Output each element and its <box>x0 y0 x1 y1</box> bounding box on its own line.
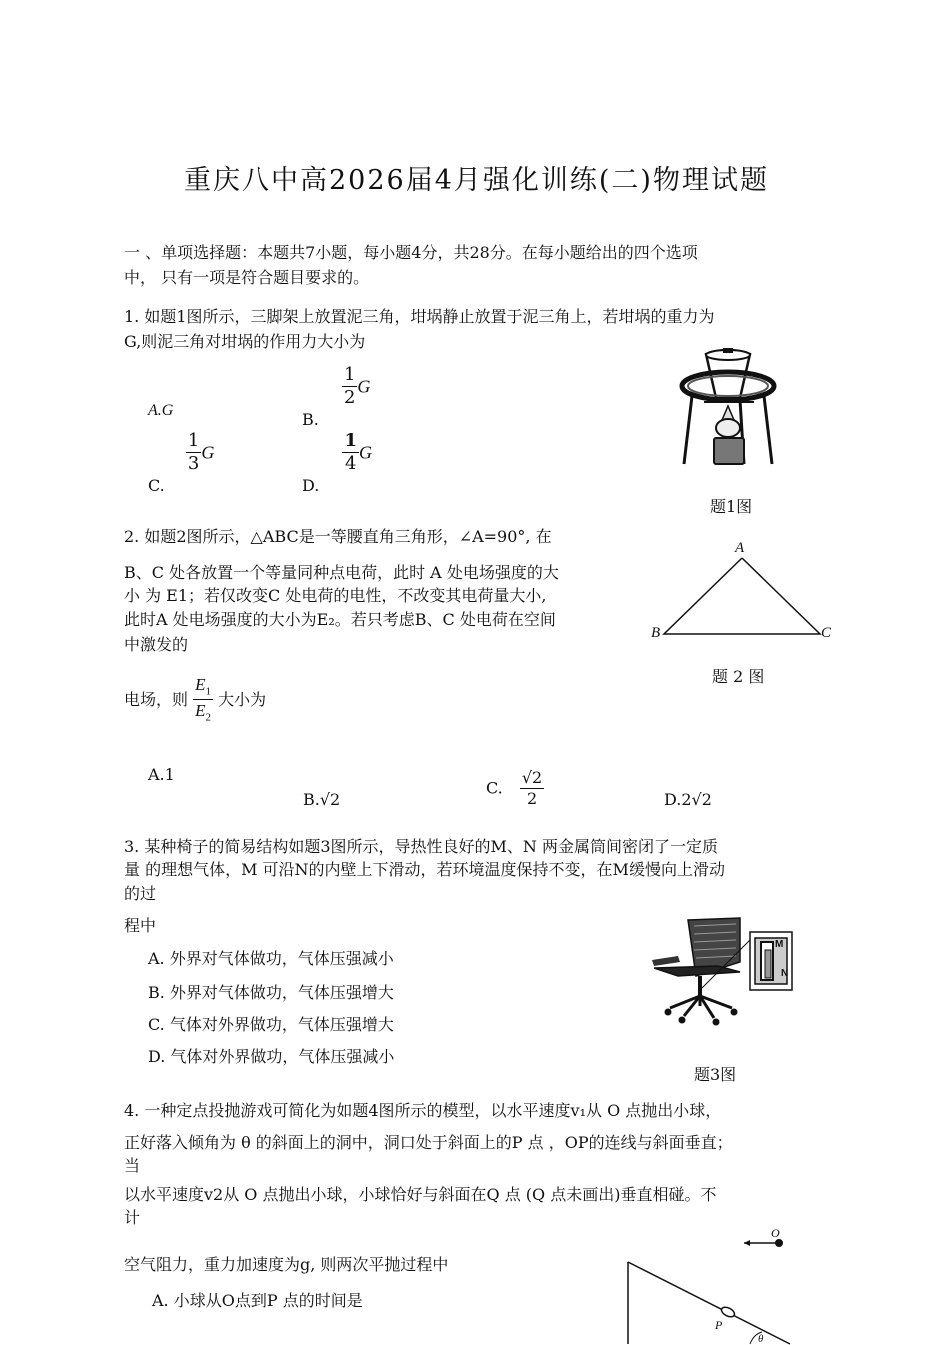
figure-3-chair-illustration <box>648 916 830 1028</box>
q2-stem-line4: 此时A 处电场强度的大小为E₂。若只考虑B、C 处电荷在空间 <box>124 610 556 629</box>
q1-option-d <box>302 430 372 495</box>
q3-stem-line3: 的过 <box>124 884 157 903</box>
q1-option-d-label: D. <box>302 476 320 495</box>
q1-option-c-num: 1 <box>187 430 200 451</box>
q3-option-c: C. 气体对外界做功，气体压强增大 <box>148 1015 394 1034</box>
q4-stem-line2: 正好落入倾角为 θ 的斜面上的洞中，洞口处于斜面上的P 点 ，OP的连线与斜面垂直； <box>124 1133 733 1152</box>
q2-option-c <box>486 770 544 807</box>
q1-option-b-var: G <box>357 376 371 397</box>
q4-stem-line4: 以水平速度v2从 O 点抛出小球，小球恰好与斜面在Q 点 (Q 点未画出)垂直相碰。不 <box>124 1185 717 1204</box>
q2-option-b: B.√2 <box>303 790 341 809</box>
q4-stem-line5: 计 <box>124 1208 141 1227</box>
q2-ratio-den-symbol: E <box>195 701 206 721</box>
q2-option-a: A.1 <box>148 765 175 784</box>
q2-ratio-den <box>195 700 211 723</box>
q2-option-c-fraction <box>520 770 544 807</box>
triangle-outline <box>664 558 820 634</box>
q2-option-c-den: 2 <box>526 789 538 808</box>
q3-stem-line2: 量 的理想气体，M 可沿N的内壁上下滑动，若环境温度保持不变，在M缓慢向上滑动 <box>124 860 725 879</box>
q1-option-d-var: G <box>358 442 372 463</box>
q2-option-c-label: C. <box>486 778 503 798</box>
figure-2-label-b: B <box>651 625 661 641</box>
q2-ratio-den-sub: 2 <box>205 711 211 724</box>
q1-stem-line1: 1. 如题1图所示，三脚架上放置泥三角，坩埚静止放置于泥三角上，若坩埚的重力为 <box>124 307 715 326</box>
q2-stem-line2: B、C 处各放置一个等量同种点电荷，此时 A 处电场强度的大 <box>124 563 559 582</box>
q1-option-c-fraction <box>186 432 201 473</box>
figure-4-label-o: O <box>771 1226 780 1240</box>
q3-option-b: B. 外界对气体做功，气体压强增大 <box>148 983 394 1002</box>
figure-1-caption: 题1图 <box>710 497 753 516</box>
q2-ratio-fraction <box>193 676 213 724</box>
q4-stem-line3: 当 <box>124 1156 141 1175</box>
figure-2-label-c: C <box>821 625 832 641</box>
q2-stem-line6-pre: 电场，则 <box>124 689 189 709</box>
q1-option-c-den: 3 <box>187 453 200 474</box>
q1-option-c-var: G <box>201 442 215 463</box>
figure-3-caption: 题3图 <box>694 1065 737 1084</box>
q1-option-c-label: C. <box>148 476 165 495</box>
q3-option-a: A. 外界对气体做功，气体压强减小 <box>148 949 394 968</box>
q2-ratio-num-symbol: E <box>195 675 206 694</box>
q1-option-d-fraction <box>342 432 359 473</box>
section-heading-line1: 一 、单项选择题：本题共7小题，每小题4分，共28分。在每小题给出的四个选项 <box>124 243 698 262</box>
q1-option-b <box>302 364 371 429</box>
q3-stem-line4: 程中 <box>124 916 157 935</box>
q2-stem-line6 <box>124 676 266 724</box>
section-heading-line2: 中， 只有一项是符合题目要求的。 <box>124 268 370 287</box>
q1-option-c <box>148 430 215 495</box>
figure-1-tripod-illustration <box>678 346 788 468</box>
q4-stem-line1: 4. 一种定点投抛游戏可简化为如题4图所示的模型，以水平速度v₁从 O 点抛出小球， <box>124 1101 722 1120</box>
q1-option-d-num: 1 <box>344 430 357 451</box>
q1-option-b-den: 2 <box>343 387 356 408</box>
q4-option-a: A. 小球从O点到P 点的时间是 <box>152 1291 363 1310</box>
q1-option-b-fraction <box>342 366 357 407</box>
figure-4-label-theta: θ <box>758 1333 764 1345</box>
figure-4-label-p: P <box>715 1318 723 1332</box>
q1-option-a: A.G <box>148 402 174 419</box>
q2-option-c-num: √2 <box>521 768 543 787</box>
q1-option-b-num: 1 <box>343 364 356 385</box>
page-title: 重庆八中高2026届4月强化训练(二)物理试题 <box>184 165 769 196</box>
q2-ratio-num <box>193 676 213 700</box>
q2-option-d: D.2√2 <box>664 790 712 809</box>
q3-stem-line1: 3. 某种椅子的简易结构如题3图所示，导热性良好的M、N 两金属筒间密闭了一定质 <box>124 837 719 856</box>
q2-stem-line6-post: 大小为 <box>218 689 267 709</box>
figure-2-label-a: A <box>735 540 745 556</box>
q1-option-d-den: 4 <box>344 453 357 474</box>
figure-2-caption: 题 2 图 <box>712 667 765 686</box>
q2-stem-line1: 2. 如题2图所示，△ABC是一等腰直角三角形，∠A=90°, 在 <box>124 527 552 546</box>
figure-3-label-m: M <box>775 939 784 950</box>
figure-3-label-n: N <box>781 968 789 979</box>
q3-option-d: D. 气体对外界做功，气体压强减小 <box>148 1047 395 1066</box>
q2-stem-line3: 小 为 E1；若仅改变C 处电荷的电性，不改变其电荷量大小, <box>124 586 547 605</box>
q1-stem-line2: G,则泥三角对坩埚的作用力大小为 <box>124 332 366 351</box>
q1-option-b-label: B. <box>302 410 319 429</box>
q2-ratio-num-sub: 1 <box>205 685 211 698</box>
q2-stem-line5: 中激发的 <box>124 635 189 654</box>
q4-stem-line6: 空气阻力，重力加速度为g, 则两次平抛过程中 <box>124 1255 449 1274</box>
